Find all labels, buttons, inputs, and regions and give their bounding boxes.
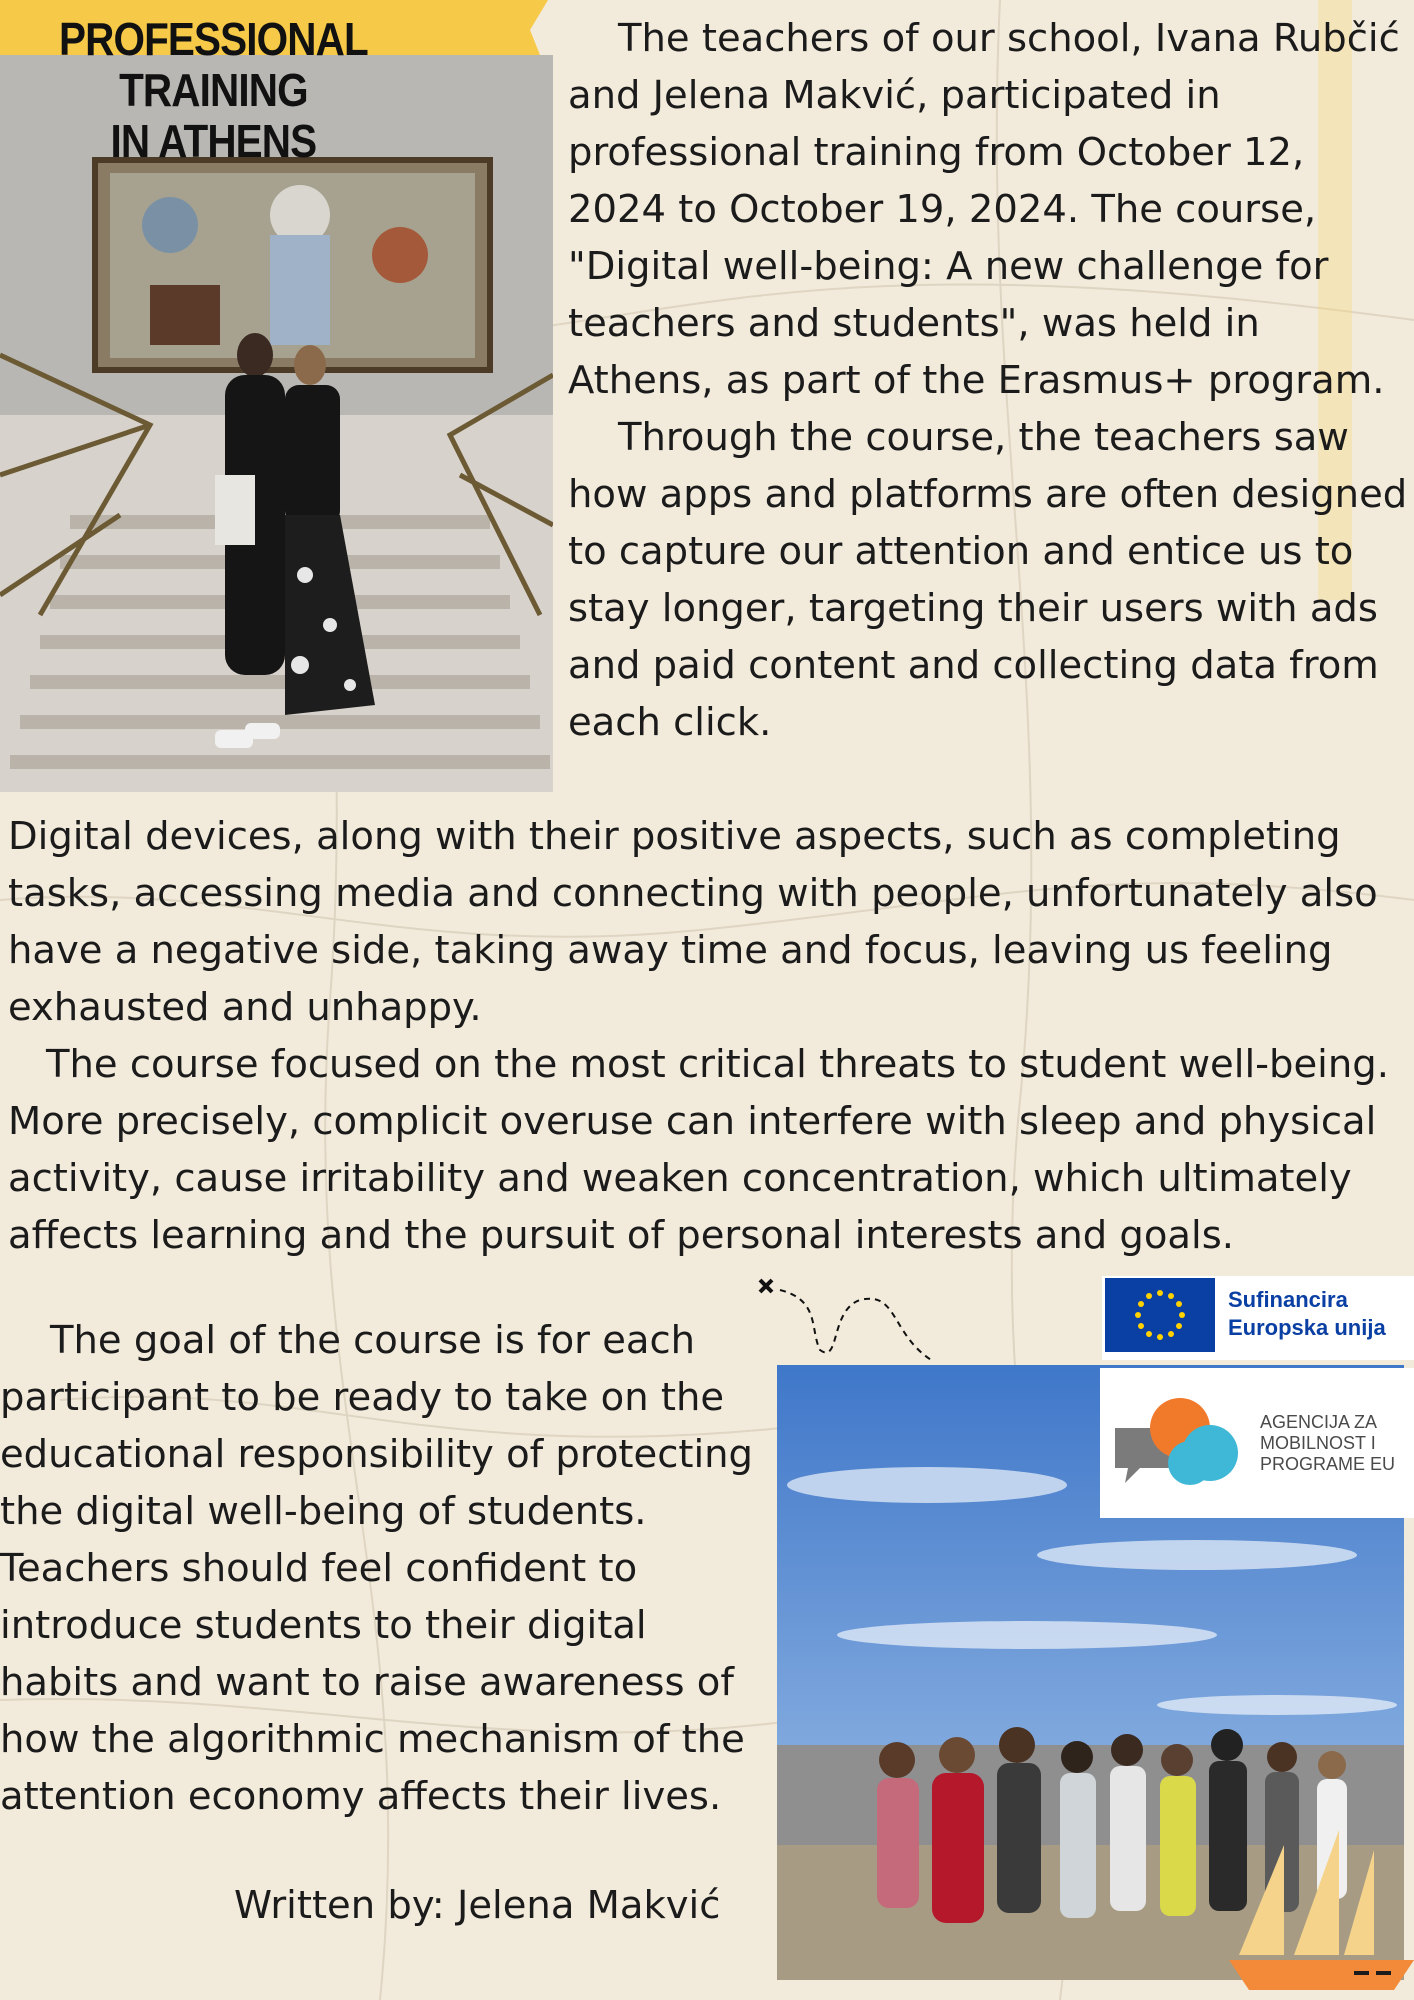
agency-logo-icon <box>1110 1388 1250 1498</box>
agency-name-text: AGENCIJA ZA MOBILNOST I PROGRAME EU <box>1260 1412 1396 1474</box>
agency-logo <box>1100 1368 1414 1518</box>
page-title: PROFESSIONAL TRAINING IN ATHENS <box>58 13 368 167</box>
dashed-path-doodle <box>750 1270 950 1360</box>
intro-paragraph <box>568 10 1414 751</box>
byline: Written by: Jelena Makvić <box>234 1883 721 1928</box>
threats-text: The course focused on the most critical threats to student well-being. More precisely, complicit overuse can interfere with sleep and physical activity, cause irritability and weaken concentration, which ultimately affects learning and the pursuit of personal interests and goals. <box>8 1042 1389 1258</box>
course-insight-text: Through the course, the teachers saw how apps and platforms are often designed to capture our attention and entice us to stay longer, targeting their users with ads and paid content and collecting data from each click. <box>568 415 1408 745</box>
sailboat-icon <box>1224 1825 1414 1995</box>
eu-flag-icon <box>1105 1278 1215 1352</box>
devices-text: Digital devices, along with their positive aspects, such as completing tasks, accessing media and connecting with people, unfortunately also have a negative side, taking away time and focus, leaving us feeling exhausted and unhappy. <box>8 814 1378 1030</box>
goal-paragraph <box>0 1312 760 1825</box>
body-paragraph <box>8 808 1408 1264</box>
eu-cofunded-text: Sufinancira Europska unija <box>1228 1287 1386 1340</box>
intro-text: The teachers of our school, Ivana Rubčić and Jelena Makvić, participated in professional training from October 12, 2024 to October 19, 2024. The course, "Digital well-being: A new challenge for teachers and students", was held in Athens, as part of the Erasmus+ program. <box>568 16 1400 403</box>
eu-logo <box>1102 1276 1414 1360</box>
goal-text: The goal of the course is for each participant to be ready to take on the educational responsibility of protecting the digital well-being of students. Teachers should feel confident to introduce students to their digital habits and want to raise awareness of how the algorithmic mechanism of the attention economy affects their lives. <box>0 1318 753 1819</box>
